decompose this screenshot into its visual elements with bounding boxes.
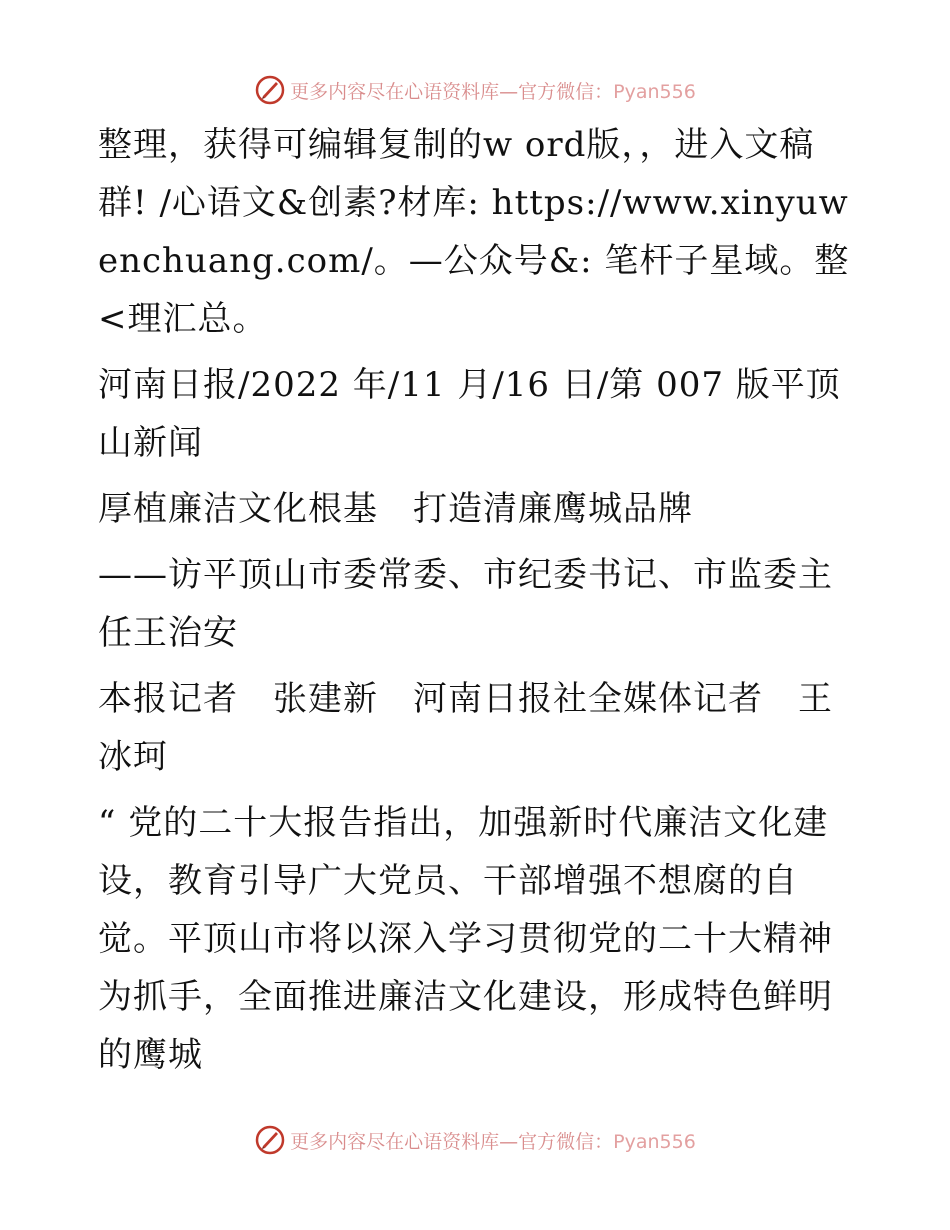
- watermark-text: 更多内容尽在心语资料库—官方微信：Pyan556: [290, 1130, 696, 1153]
- body-paragraph: “ 党的二十大报告指出，加强新时代廉洁文化建设，教育引导广大党员、干部增强不想腐的自觉。平顶山市将以深入学习贯彻党的二十大精神为抓手，全面推进廉洁文化建设，形成特色鲜明的鹰城: [98, 803, 833, 1075]
- article-subtitle: ——访平顶山市委常委、市纪委书记、市监委主任王治安: [98, 555, 833, 653]
- article-title: 厚植廉洁文化根基 打造清廉鹰城品牌: [98, 489, 693, 529]
- source-line: 河南日报/2022 年/11 月/16 日/第 007 版平顶山新闻: [98, 365, 841, 463]
- watermark-text: 更多内容尽在心语资料库—官方微信：Pyan556: [290, 80, 696, 103]
- intro-paragraph: 整理，获得可编辑复制的w ord版，，进入文稿群! /心语文&创素?材库: https://www.xinyuwenchuang.com/。—公众号&: 笔杆子星域。整<理汇总。: [98, 125, 850, 339]
- footer-watermark: [0, 1120, 950, 1160]
- quill-logo-icon: [254, 74, 286, 106]
- header-watermark: [0, 70, 950, 110]
- document-body: [98, 116, 858, 1092]
- byline: 本报记者 张建新 河南日报社全媒体记者 王冰珂: [98, 679, 833, 777]
- quill-logo-icon: [254, 1124, 286, 1156]
